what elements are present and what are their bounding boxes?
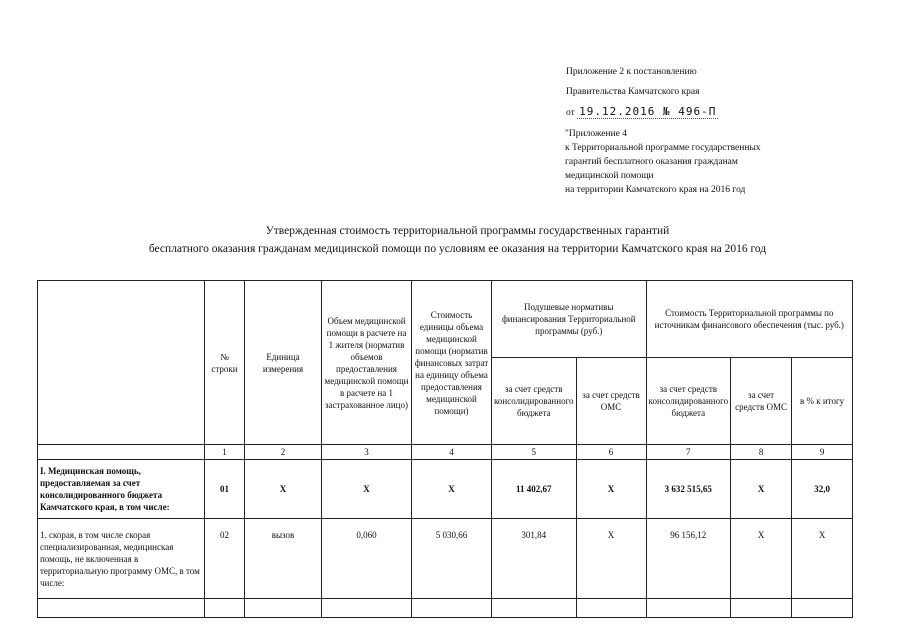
col-num: 2	[245, 445, 322, 460]
cont-cell	[576, 599, 646, 618]
row-unit: вызов	[245, 519, 322, 599]
col-num: 1	[205, 445, 245, 460]
col-num: 6	[576, 445, 646, 460]
cost-table	[37, 280, 853, 618]
header-sub-oms: за счет средств ОМС	[576, 358, 646, 445]
row-name: I. Медицинская помощь, предоставляемая за счет консолидированного бюджета Камчатского края, в том числе:	[38, 460, 205, 519]
header-per-capita: Подушевые нормативы финансирования Территориальной программы (руб.)	[492, 281, 647, 358]
row-num: 01	[205, 460, 245, 519]
cont-cell	[646, 599, 731, 618]
row-volume: X	[322, 460, 412, 519]
cont-cell	[205, 599, 245, 618]
header-name-cell	[38, 281, 205, 445]
table-row	[38, 460, 853, 519]
row-unit: X	[245, 460, 322, 519]
row-tc-budget: 3 632 515,65	[646, 460, 731, 519]
row-name: 1. скорая, в том числе скорая специализированная, медицинская помощь, не включенная в территориальную программу ОМС, в том числе:	[38, 519, 205, 599]
annex4-line: "Приложение 4	[565, 129, 627, 139]
col-num: 7	[646, 445, 731, 460]
title-line-1: Утвержденная стоимость территориальной программы государственных гарантий	[265, 225, 670, 237]
col-num: 8	[731, 445, 792, 460]
annex-date-handwritten: 19.12.2016 № 496-П	[579, 105, 717, 118]
table-row-continuation	[38, 599, 853, 618]
header-row-num: № строки	[205, 281, 245, 445]
column-number-row	[38, 445, 853, 460]
header-sub-budget-2: за счет средств консолидированного бюджета	[646, 358, 731, 445]
annex4-line: медицинской помощи	[565, 171, 654, 181]
cont-cell	[322, 599, 412, 618]
header-sub-oms-2: за счет средств ОМС	[731, 358, 792, 445]
annex-date-prefix: от	[566, 108, 575, 118]
annex-line-2: Правительства Камчатского края	[566, 87, 700, 97]
header-sub-pct: в % к итогу	[792, 358, 853, 445]
annex4-line: гарантий бесплатного оказания гражданам	[565, 157, 738, 167]
row-cost: 5 030,66	[412, 519, 492, 599]
header-cost: Стоимость единицы объема медицинской помощи (норматив финансовых затрат на единицу объема предоставления медицинской помощи)	[412, 281, 492, 445]
row-pc-budget: 301,84	[492, 519, 577, 599]
row-tc-oms: X	[731, 519, 792, 599]
annex4-header	[565, 127, 761, 197]
header-unit: Единица измерения	[245, 281, 322, 445]
annex4-line: на территории Камчатского края на 2016 год	[565, 185, 746, 195]
row-volume: 0,060	[322, 519, 412, 599]
row-tc-pct: 32,0	[792, 460, 853, 519]
header-row-1	[38, 281, 853, 358]
cont-cell	[492, 599, 577, 618]
document-title	[0, 222, 905, 258]
annex4-line: к Территориальной программе государственных	[565, 143, 761, 153]
cont-cell	[731, 599, 792, 618]
title-line-2: бесплатного оказания гражданам медицинской помощи по условиям ее оказания на территории Камчатского края на 2016 год	[148, 243, 767, 255]
row-pc-oms: X	[576, 460, 646, 519]
table-row	[38, 519, 853, 599]
col-num: 4	[412, 445, 492, 460]
cont-cell	[38, 599, 205, 618]
annex-line-1: Приложение 2 к постановлению	[566, 67, 697, 77]
col-num: 5	[492, 445, 577, 460]
header-volume: Объем медицинской помощи в расчете на 1 жителя (норматив объемов предоставления медицинской помощи в расчете на 1 застрахованное лицо)	[322, 281, 412, 445]
annex-header	[566, 62, 718, 123]
row-pc-oms: X	[576, 519, 646, 599]
row-tc-pct: X	[792, 519, 853, 599]
annex-date-line	[566, 102, 718, 123]
header-sub-budget: за счет средств консолидированного бюджета	[492, 358, 577, 445]
cont-cell	[412, 599, 492, 618]
header-program-cost: Стоимость Территориальной программы по источникам финансового обеспечения (тыс. руб.)	[646, 281, 853, 358]
row-tc-oms: X	[731, 460, 792, 519]
cont-cell	[792, 599, 853, 618]
row-pc-budget: 11 402,67	[492, 460, 577, 519]
col-num: 9	[792, 445, 853, 460]
col-num-empty	[38, 445, 205, 460]
row-num: 02	[205, 519, 245, 599]
col-num: 3	[322, 445, 412, 460]
cont-cell	[245, 599, 322, 618]
row-cost: X	[412, 460, 492, 519]
row-tc-budget: 96 156,12	[646, 519, 731, 599]
